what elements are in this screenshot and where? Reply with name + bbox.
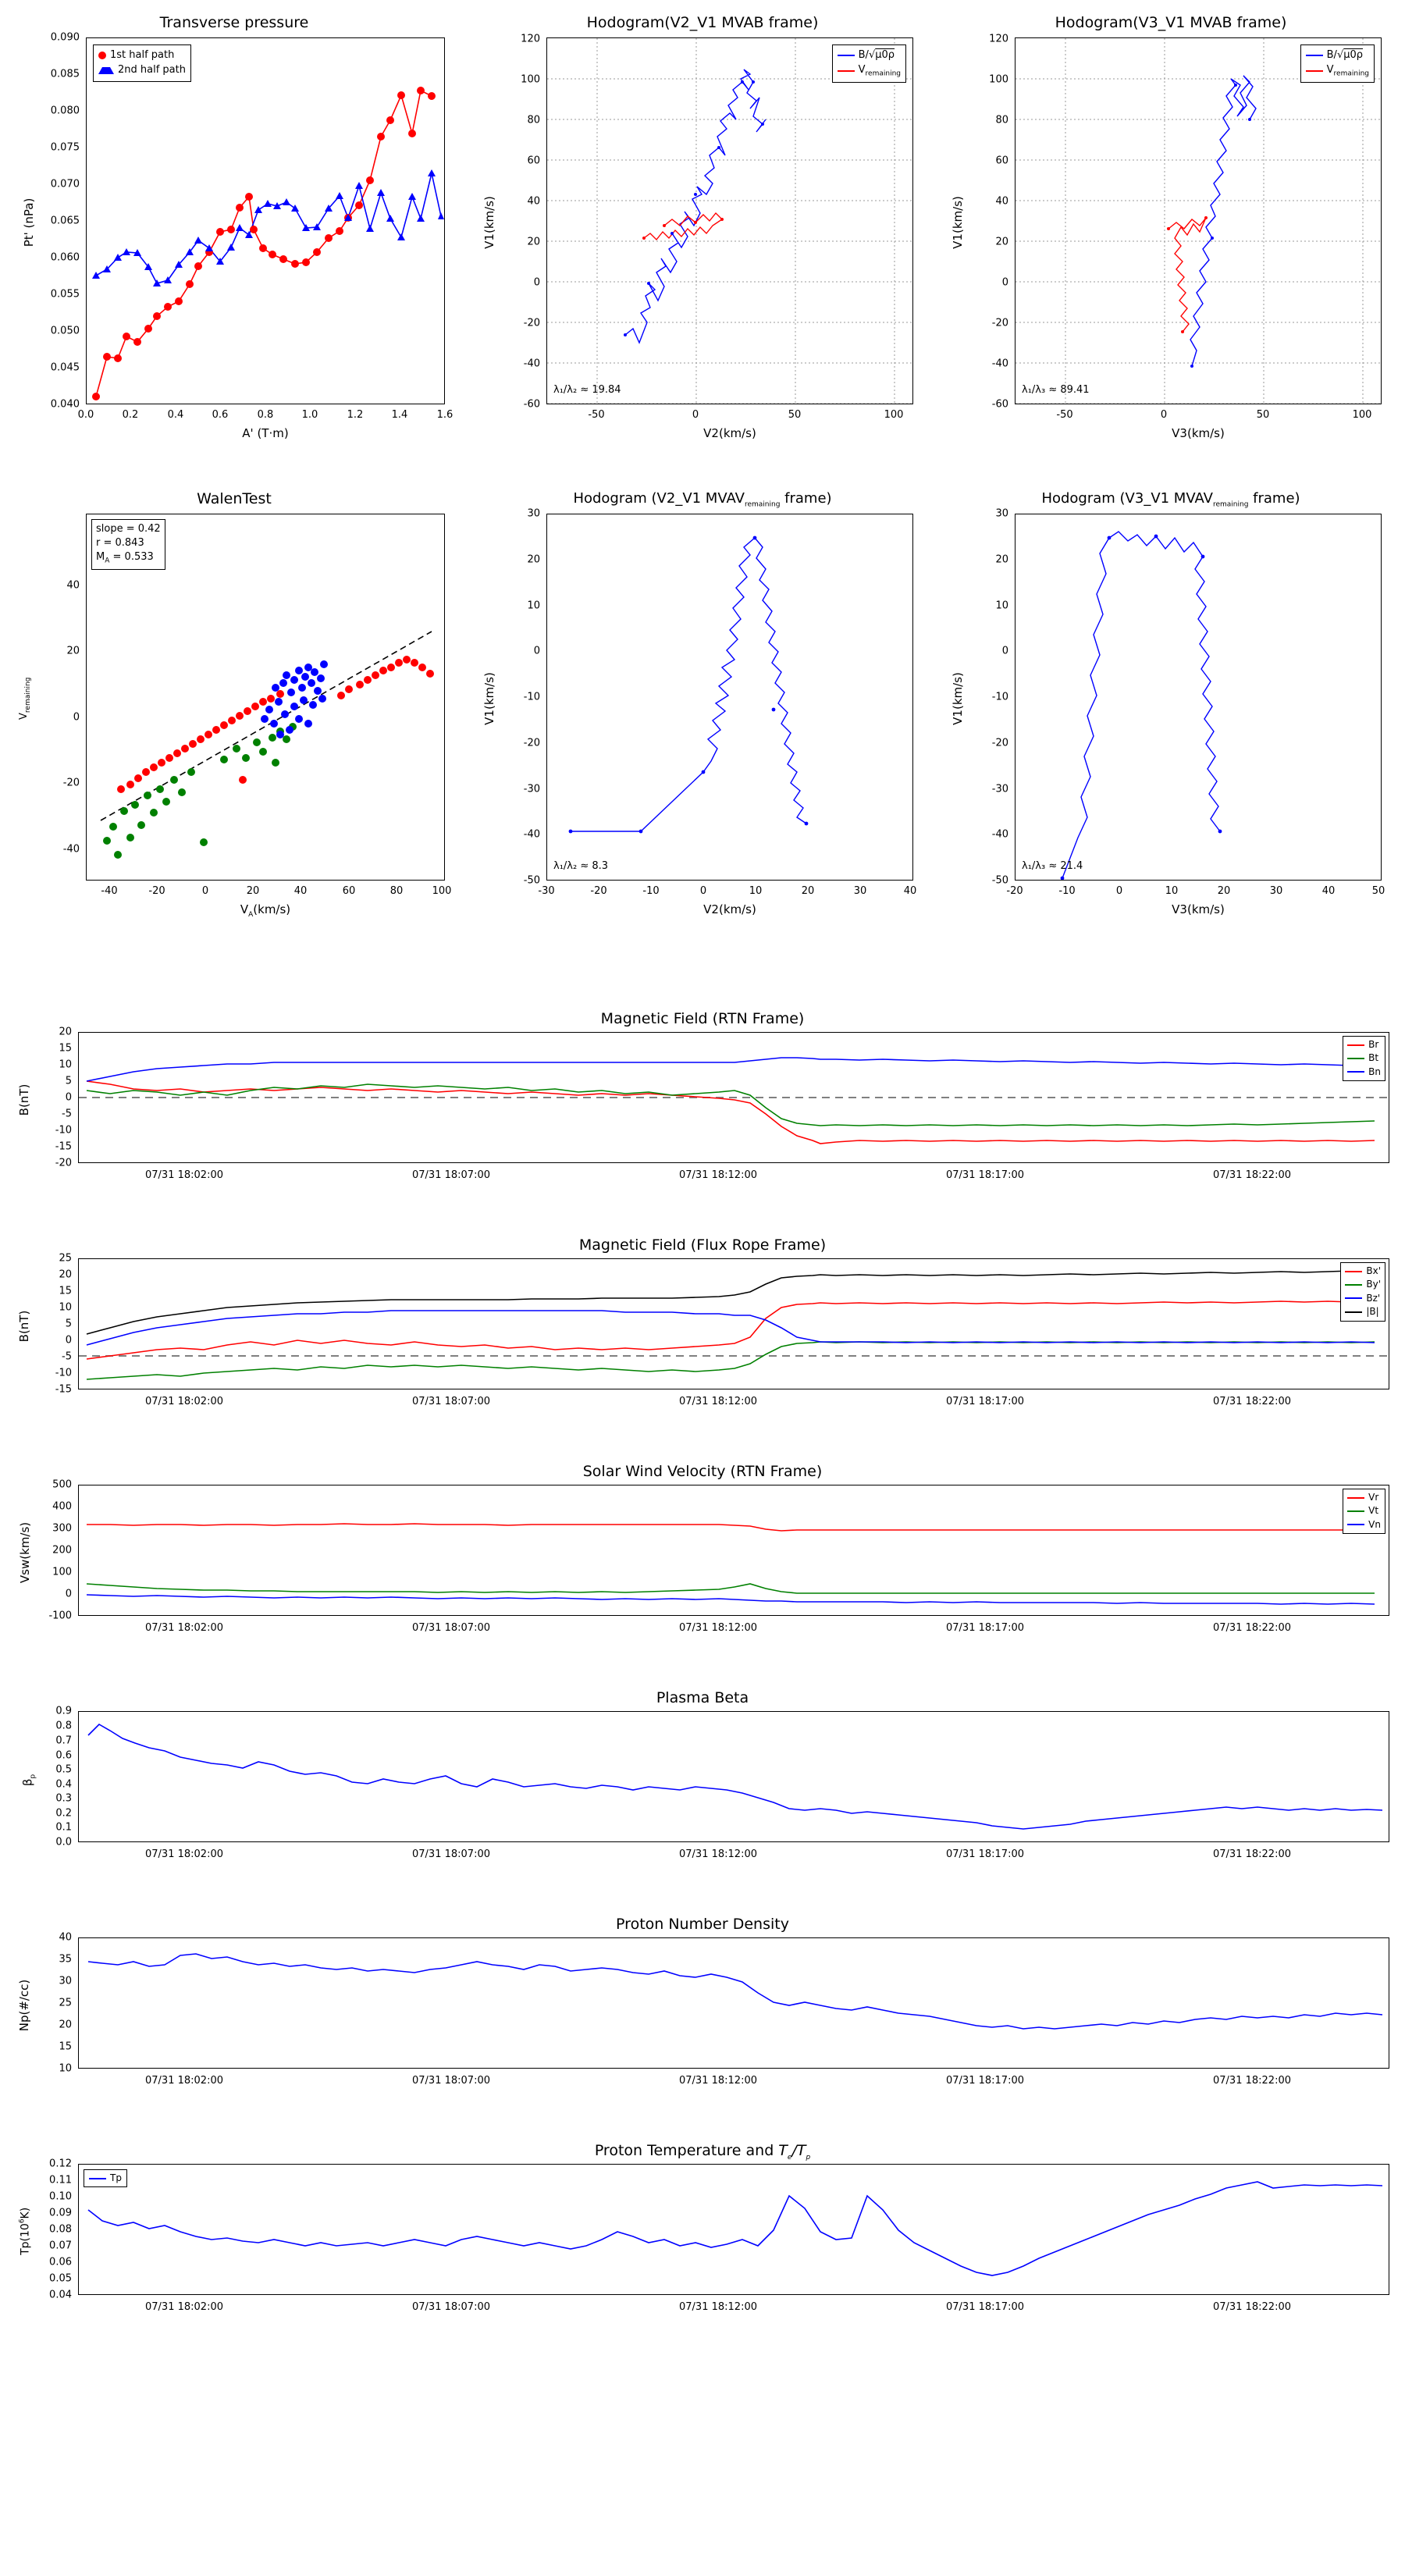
y-tick: 0 bbox=[73, 711, 80, 724]
y-tick: 10 bbox=[59, 1059, 72, 1071]
x-tick: 0.4 bbox=[167, 409, 184, 421]
legend-label: By' bbox=[1366, 1279, 1381, 1290]
y-tick: 40 bbox=[995, 195, 1008, 208]
hodogram-v2v1-mvab-plot bbox=[547, 38, 912, 404]
x-tick: 07/31 18:12:00 bbox=[679, 1396, 757, 1407]
x-tick: 10 bbox=[1165, 885, 1179, 897]
x-tick: 07/31 18:22:00 bbox=[1213, 1396, 1291, 1407]
x-tick: 07/31 18:22:00 bbox=[1213, 1848, 1291, 1860]
x-axis-label: V2(km/s) bbox=[703, 902, 756, 916]
legend-label: Bz' bbox=[1366, 1292, 1381, 1304]
y-axis-label: B(nT) bbox=[17, 1310, 31, 1343]
walen-ma: $M_A = 0.533$ bbox=[96, 551, 154, 565]
x-tick: 07/31 18:12:00 bbox=[679, 2075, 757, 2087]
x-tick: -50 bbox=[1056, 409, 1073, 421]
y-tick: -30 bbox=[523, 783, 540, 795]
eigenvalue-ratio-annotation: λ₁/λ₃ ≈ 21.4 bbox=[1022, 860, 1083, 872]
y-tick: 0.080 bbox=[50, 105, 80, 117]
legend-label: $V_{remaining}$ bbox=[858, 63, 901, 78]
y-tick: 25 bbox=[59, 1252, 72, 1265]
x-tick: 40 bbox=[1321, 885, 1336, 897]
walen-slope: slope = 0.42 bbox=[96, 523, 161, 535]
chart-title: Magnetic Field (RTN Frame) bbox=[600, 1010, 805, 1027]
y-tick: 10 bbox=[59, 1301, 72, 1314]
walen-r: r = 0.843 bbox=[96, 537, 144, 550]
y-tick: -60 bbox=[991, 398, 1008, 411]
x-tick: 07/31 18:17:00 bbox=[946, 1169, 1024, 1181]
plot-area-hodogram-v2v1-mvav bbox=[546, 514, 913, 881]
legend-label: Bx' bbox=[1366, 1265, 1381, 1276]
y-tick: 200 bbox=[52, 1544, 72, 1557]
legend-label: Vn bbox=[1368, 1518, 1381, 1530]
x-tick: 0.2 bbox=[122, 409, 139, 421]
chart-title: Magnetic Field (Flux Rope Frame) bbox=[578, 1236, 827, 1254]
x-tick: 0.6 bbox=[212, 409, 229, 421]
x-tick: 100 bbox=[884, 409, 904, 421]
x-tick: 07/31 18:02:00 bbox=[145, 1396, 223, 1407]
x-tick: 07/31 18:22:00 bbox=[1213, 1169, 1291, 1181]
y-tick: 120 bbox=[989, 33, 1008, 45]
x-tick: 07/31 18:12:00 bbox=[679, 2301, 757, 2313]
y-tick: -40 bbox=[62, 843, 80, 856]
chart-title: Hodogram (V2_V1 $MVAV_{remaining}$ frame) bbox=[573, 490, 832, 509]
y-axis-label: Np(#/cc) bbox=[17, 1979, 31, 2032]
y-tick: 0.12 bbox=[49, 2158, 72, 2170]
eigenvalue-ratio-annotation: λ₁/λ₂ ≈ 8.3 bbox=[553, 860, 609, 872]
x-tick: 0 bbox=[201, 885, 209, 897]
y-tick: -10 bbox=[523, 691, 540, 703]
legend-label: B/√μ0ρ bbox=[858, 49, 895, 61]
x-tick: -20 bbox=[148, 885, 165, 897]
legend-line-icon bbox=[89, 2178, 106, 2179]
y-tick: 20 bbox=[59, 1268, 72, 1281]
x-tick: 40 bbox=[293, 885, 308, 897]
x-tick: 50 bbox=[1371, 885, 1385, 897]
x-tick: 07/31 18:17:00 bbox=[946, 2301, 1024, 2313]
panel-plasma-beta bbox=[0, 1686, 1405, 1889]
y-tick: -15 bbox=[55, 1383, 72, 1396]
y-axis-label: $\beta_p$ bbox=[20, 1774, 37, 1787]
legend-label: Vt bbox=[1368, 1505, 1379, 1517]
legend-marker-icon bbox=[98, 52, 106, 59]
y-axis-label: V1(km/s) bbox=[482, 196, 496, 249]
x-axis-label: V3(km/s) bbox=[1172, 426, 1225, 440]
y-tick: -50 bbox=[523, 874, 540, 887]
y-tick: 10 bbox=[527, 600, 540, 612]
eigenvalue-ratio-annotation: λ₁/λ₃ ≈ 89.41 bbox=[1022, 384, 1090, 396]
y-tick: 5 bbox=[65, 1075, 72, 1087]
plot-area-magnetic-field-flux-rope bbox=[78, 1258, 1389, 1389]
y-tick: -5 bbox=[62, 1350, 72, 1363]
y-tick: -30 bbox=[991, 783, 1008, 795]
panel-hodogram-v2v1-mvav bbox=[468, 476, 937, 929]
x-tick: 20 bbox=[1217, 885, 1231, 897]
x-tick: 1.6 bbox=[436, 409, 454, 421]
chart-title: Hodogram(V2_V1 MVAB frame) bbox=[586, 14, 819, 31]
y-tick: 20 bbox=[66, 645, 80, 657]
y-tick: -50 bbox=[991, 874, 1008, 887]
legend-label: Bn bbox=[1368, 1066, 1381, 1077]
y-tick: 80 bbox=[995, 114, 1008, 126]
legend-hodogram-v3v1-mvab bbox=[1300, 44, 1375, 83]
y-tick: 0.085 bbox=[50, 68, 80, 80]
y-tick: 0.090 bbox=[50, 31, 80, 44]
y-tick: 100 bbox=[521, 73, 540, 86]
y-tick: 35 bbox=[59, 1953, 72, 1966]
y-tick: -40 bbox=[523, 828, 540, 841]
y-tick: 10 bbox=[995, 600, 1008, 612]
x-axis-label: A' (T·m) bbox=[242, 426, 289, 440]
walen-stats-box bbox=[91, 519, 165, 570]
x-tick: 1.4 bbox=[391, 409, 408, 421]
legend-magnetic-field-flux-rope bbox=[1340, 1262, 1385, 1322]
x-tick: -30 bbox=[538, 885, 555, 897]
y-tick: -60 bbox=[523, 398, 540, 411]
magnetic-field-rtn-plot bbox=[79, 1033, 1389, 1162]
legend-line-icon bbox=[1345, 1271, 1362, 1272]
legend-label: $V_{remaining}$ bbox=[1326, 63, 1369, 78]
y-tick: 300 bbox=[52, 1522, 72, 1535]
y-tick: 80 bbox=[527, 114, 540, 126]
x-tick: 07/31 18:07:00 bbox=[412, 2301, 490, 2313]
y-tick: -40 bbox=[991, 358, 1008, 370]
x-tick: 0 bbox=[692, 409, 699, 421]
legend-line-icon bbox=[1347, 1510, 1364, 1512]
legend-line-icon bbox=[1306, 70, 1323, 72]
y-tick: 0.8 bbox=[55, 1720, 72, 1732]
hodogram-v3v1-mvab-plot bbox=[1016, 38, 1381, 404]
plot-area-transverse-pressure bbox=[86, 37, 445, 404]
y-axis-label: Vsw(km/s) bbox=[18, 1521, 32, 1584]
x-tick: 07/31 18:17:00 bbox=[946, 1848, 1024, 1860]
legend-label: |B| bbox=[1366, 1306, 1379, 1318]
y-tick: -20 bbox=[62, 777, 80, 789]
legend-line-icon bbox=[1345, 1297, 1362, 1299]
proton-temperature-plot bbox=[79, 2165, 1389, 2294]
y-tick: 0.10 bbox=[49, 2190, 72, 2203]
y-tick: 0.2 bbox=[55, 1807, 72, 1820]
y-tick: 0.5 bbox=[55, 1763, 72, 1776]
panel-hodogram-v3v1-mvav bbox=[937, 476, 1405, 929]
panel-solar-wind-velocity-rtn bbox=[0, 1460, 1405, 1663]
plot-area-magnetic-field-rtn bbox=[78, 1032, 1389, 1163]
y-axis-label: B(nT) bbox=[17, 1083, 31, 1116]
legend-line-icon bbox=[1345, 1284, 1362, 1286]
legend-proton-temperature bbox=[84, 2169, 127, 2187]
x-tick: 07/31 18:12:00 bbox=[679, 1169, 757, 1181]
x-tick: 0.0 bbox=[77, 409, 94, 421]
y-tick: 15 bbox=[59, 1285, 72, 1297]
x-tick: 07/31 18:17:00 bbox=[946, 2075, 1024, 2087]
y-tick: 0.0 bbox=[55, 1836, 72, 1848]
y-tick: -10 bbox=[55, 1124, 72, 1137]
magnetic-field-flux-rope-plot bbox=[79, 1259, 1389, 1389]
y-tick: 0.045 bbox=[50, 361, 80, 374]
panel-walen-test bbox=[0, 476, 468, 929]
chart-title: Solar Wind Velocity (RTN Frame) bbox=[582, 1463, 823, 1480]
legend-line-icon bbox=[1347, 1524, 1364, 1525]
y-tick: 20 bbox=[995, 553, 1008, 566]
y-tick: 0.11 bbox=[49, 2174, 72, 2186]
y-tick: 0 bbox=[533, 645, 540, 657]
x-tick: 100 bbox=[432, 885, 452, 897]
legend-line-icon bbox=[1306, 55, 1323, 56]
transverse-pressure-plot bbox=[87, 38, 444, 404]
x-tick: 07/31 18:22:00 bbox=[1213, 2301, 1291, 2313]
panel-proton-temperature bbox=[0, 2139, 1405, 2357]
y-tick: 0.06 bbox=[49, 2256, 72, 2268]
x-tick: 20 bbox=[246, 885, 260, 897]
plot-area-proton-temperature bbox=[78, 2164, 1389, 2295]
chart-title: Hodogram(V3_V1 MVAB frame) bbox=[1055, 14, 1287, 31]
y-tick: 40 bbox=[59, 1931, 72, 1944]
chart-title: WalenTest bbox=[197, 490, 272, 507]
y-tick: 30 bbox=[995, 507, 1008, 520]
x-tick: 07/31 18:02:00 bbox=[145, 2075, 223, 2087]
y-tick: -20 bbox=[991, 737, 1008, 749]
y-tick: 15 bbox=[59, 1042, 72, 1055]
x-tick: 07/31 18:17:00 bbox=[946, 1396, 1024, 1407]
proton-number-density-plot bbox=[79, 1938, 1389, 2068]
plot-area-hodogram-v2v1-mvab bbox=[546, 37, 913, 404]
legend-line-icon bbox=[1347, 1044, 1364, 1046]
y-tick: 0.060 bbox=[50, 251, 80, 264]
y-tick: 0 bbox=[533, 276, 540, 289]
x-tick: 07/31 18:22:00 bbox=[1213, 2075, 1291, 2087]
y-tick: 20 bbox=[995, 236, 1008, 248]
y-tick: 400 bbox=[52, 1500, 72, 1513]
x-axis-label: V3(km/s) bbox=[1172, 902, 1225, 916]
y-tick: 100 bbox=[52, 1566, 72, 1578]
x-tick: 30 bbox=[1269, 885, 1283, 897]
y-tick: 0.1 bbox=[55, 1821, 72, 1834]
y-tick: 40 bbox=[527, 195, 540, 208]
x-tick: 60 bbox=[342, 885, 356, 897]
x-tick: -10 bbox=[642, 885, 660, 897]
x-tick: 07/31 18:07:00 bbox=[412, 1396, 490, 1407]
eigenvalue-ratio-annotation: λ₁/λ₂ ≈ 19.84 bbox=[553, 384, 621, 396]
y-tick: 20 bbox=[59, 1026, 72, 1038]
solar-wind-velocity-plot bbox=[79, 1485, 1389, 1615]
x-tick: 07/31 18:22:00 bbox=[1213, 1622, 1291, 1634]
x-tick: 07/31 18:07:00 bbox=[412, 1169, 490, 1181]
chart-title: Hodogram (V3_V1 $MVAV_{remaining}$ frame) bbox=[1041, 490, 1300, 509]
x-tick: 100 bbox=[1352, 409, 1372, 421]
legend-marker-icon bbox=[98, 67, 114, 74]
x-tick: 1.0 bbox=[301, 409, 318, 421]
x-tick: 07/31 18:07:00 bbox=[412, 2075, 490, 2087]
y-tick: 0.08 bbox=[49, 2223, 72, 2236]
x-tick: 50 bbox=[1256, 409, 1270, 421]
x-axis-label: $V_A(km/s)$ bbox=[240, 902, 291, 919]
legend-label: Vr bbox=[1368, 1492, 1379, 1503]
x-tick: 30 bbox=[853, 885, 867, 897]
x-tick: 80 bbox=[389, 885, 404, 897]
y-tick: 0.065 bbox=[50, 215, 80, 227]
y-tick: 25 bbox=[59, 1997, 72, 2009]
y-tick: 0.07 bbox=[49, 2240, 72, 2252]
y-tick: 0.055 bbox=[50, 288, 80, 301]
y-tick: -20 bbox=[55, 1157, 72, 1169]
y-tick: -40 bbox=[991, 828, 1008, 841]
plot-area-plasma-beta bbox=[78, 1711, 1389, 1842]
x-tick: -10 bbox=[1058, 885, 1076, 897]
legend-transverse-pressure bbox=[93, 44, 191, 82]
x-tick: 07/31 18:02:00 bbox=[145, 1848, 223, 1860]
y-tick: 0.05 bbox=[49, 2272, 72, 2285]
y-tick: -100 bbox=[48, 1610, 72, 1622]
y-tick: 30 bbox=[59, 1975, 72, 1987]
chart-title: Proton Temperature and $T_e/T_p$ bbox=[594, 2142, 811, 2161]
y-tick: -20 bbox=[991, 317, 1008, 329]
y-tick: 60 bbox=[527, 155, 540, 167]
y-tick: -10 bbox=[55, 1367, 72, 1379]
y-tick: 120 bbox=[521, 33, 540, 45]
panel-proton-number-density bbox=[0, 1912, 1405, 2115]
legend-label: 1st half path bbox=[110, 49, 175, 61]
y-tick: 30 bbox=[527, 507, 540, 520]
y-tick: 500 bbox=[52, 1478, 72, 1491]
y-tick: 100 bbox=[989, 73, 1008, 86]
y-tick: 0 bbox=[65, 1588, 72, 1600]
legend-solar-wind-velocity bbox=[1343, 1489, 1385, 1534]
y-tick: 0 bbox=[1001, 645, 1008, 657]
legend-line-icon bbox=[1347, 1071, 1364, 1073]
x-tick: 10 bbox=[749, 885, 763, 897]
y-tick: 0.7 bbox=[55, 1735, 72, 1747]
x-axis-label: V2(km/s) bbox=[703, 426, 756, 440]
x-tick: 07/31 18:02:00 bbox=[145, 2301, 223, 2313]
x-tick: -20 bbox=[1006, 885, 1023, 897]
x-tick: 07/31 18:02:00 bbox=[145, 1169, 223, 1181]
legend-line-icon bbox=[1347, 1497, 1364, 1499]
y-tick: 20 bbox=[527, 553, 540, 566]
plot-area-proton-number-density bbox=[78, 1937, 1389, 2069]
legend-line-icon bbox=[838, 55, 855, 56]
y-tick: 0.09 bbox=[49, 2207, 72, 2219]
y-tick: 20 bbox=[59, 2019, 72, 2031]
y-tick: 0.070 bbox=[50, 178, 80, 190]
legend-line-icon bbox=[838, 70, 855, 72]
x-tick: 1.2 bbox=[347, 409, 364, 421]
y-tick: -20 bbox=[523, 317, 540, 329]
legend-label: 2nd half path bbox=[118, 63, 186, 76]
y-tick: -20 bbox=[523, 737, 540, 749]
y-tick: 0.4 bbox=[55, 1778, 72, 1791]
y-tick: 0.6 bbox=[55, 1749, 72, 1762]
y-tick: 0.3 bbox=[55, 1792, 72, 1805]
y-axis-label: V1(km/s) bbox=[951, 672, 965, 725]
plot-area-solar-wind-velocity bbox=[78, 1485, 1389, 1616]
y-tick: 0 bbox=[1001, 276, 1008, 289]
y-tick: -10 bbox=[991, 691, 1008, 703]
panel-magnetic-field-rtn bbox=[0, 1007, 1405, 1210]
y-tick: 20 bbox=[527, 236, 540, 248]
x-tick: 07/31 18:02:00 bbox=[145, 1622, 223, 1634]
y-axis-label: $Tp(10^6K)$ bbox=[18, 2207, 32, 2255]
legend-line-icon bbox=[1345, 1311, 1362, 1313]
x-tick: 07/31 18:12:00 bbox=[679, 1622, 757, 1634]
y-tick: 10 bbox=[59, 2062, 72, 2075]
y-tick: 60 bbox=[995, 155, 1008, 167]
chart-title: Transverse pressure bbox=[159, 14, 309, 31]
y-tick: 5 bbox=[65, 1318, 72, 1330]
x-tick: 40 bbox=[903, 885, 917, 897]
x-tick: -40 bbox=[101, 885, 118, 897]
panel-magnetic-field-flux-rope bbox=[0, 1233, 1405, 1436]
plasma-beta-plot bbox=[79, 1712, 1389, 1841]
y-tick: 0 bbox=[65, 1091, 72, 1104]
y-tick: 0.040 bbox=[50, 398, 80, 411]
y-tick: 40 bbox=[66, 579, 80, 592]
x-tick: 20 bbox=[801, 885, 815, 897]
y-tick: 0.075 bbox=[50, 141, 80, 154]
chart-title: Proton Number Density bbox=[616, 1916, 789, 1933]
x-tick: 07/31 18:07:00 bbox=[412, 1848, 490, 1860]
plot-area-hodogram-v3v1-mvav bbox=[1015, 514, 1382, 881]
y-tick: 0 bbox=[65, 1334, 72, 1347]
y-tick: -15 bbox=[55, 1140, 72, 1153]
x-tick: 07/31 18:12:00 bbox=[679, 1848, 757, 1860]
x-tick: -50 bbox=[588, 409, 605, 421]
y-axis-label: $V_{remaining}$ bbox=[18, 677, 32, 720]
y-tick: 0.9 bbox=[55, 1705, 72, 1717]
hodogram-v2v1-mvav-plot bbox=[547, 514, 912, 880]
x-tick: -20 bbox=[590, 885, 607, 897]
legend-hodogram-v2v1-mvab bbox=[832, 44, 906, 83]
y-tick: -5 bbox=[62, 1108, 72, 1120]
x-tick: 0 bbox=[1160, 409, 1168, 421]
y-tick: 0.050 bbox=[50, 325, 80, 337]
panel-transverse-pressure bbox=[0, 0, 468, 453]
y-tick: -40 bbox=[523, 358, 540, 370]
plot-area-walen-test bbox=[86, 514, 445, 881]
x-tick: 0.8 bbox=[257, 409, 274, 421]
x-tick: 0 bbox=[1115, 885, 1123, 897]
chart-title: Plasma Beta bbox=[656, 1689, 749, 1706]
x-tick: 07/31 18:07:00 bbox=[412, 1622, 490, 1634]
legend-label: Bt bbox=[1368, 1052, 1379, 1064]
plot-area-hodogram-v3v1-mvab bbox=[1015, 37, 1382, 404]
hodogram-v3v1-mvav-plot bbox=[1016, 514, 1381, 880]
legend-label: Br bbox=[1368, 1039, 1379, 1050]
y-axis-label: V1(km/s) bbox=[482, 672, 496, 725]
y-axis-label: V1(km/s) bbox=[951, 196, 965, 249]
x-tick: 0 bbox=[699, 885, 707, 897]
x-tick: 50 bbox=[788, 409, 802, 421]
panel-hodogram-v2v1-mvab bbox=[468, 0, 937, 453]
legend-line-icon bbox=[1347, 1058, 1364, 1059]
y-tick: 0.04 bbox=[49, 2289, 72, 2301]
legend-label: B/√μ0ρ bbox=[1326, 49, 1364, 61]
legend-magnetic-field-rtn bbox=[1343, 1036, 1385, 1081]
x-tick: 07/31 18:17:00 bbox=[946, 1622, 1024, 1634]
legend-label: Tp bbox=[110, 2172, 122, 2183]
y-tick: 15 bbox=[59, 2041, 72, 2053]
panel-hodogram-v3v1-mvab bbox=[937, 0, 1405, 453]
y-axis-label: Pt' (nPa) bbox=[22, 197, 36, 247]
